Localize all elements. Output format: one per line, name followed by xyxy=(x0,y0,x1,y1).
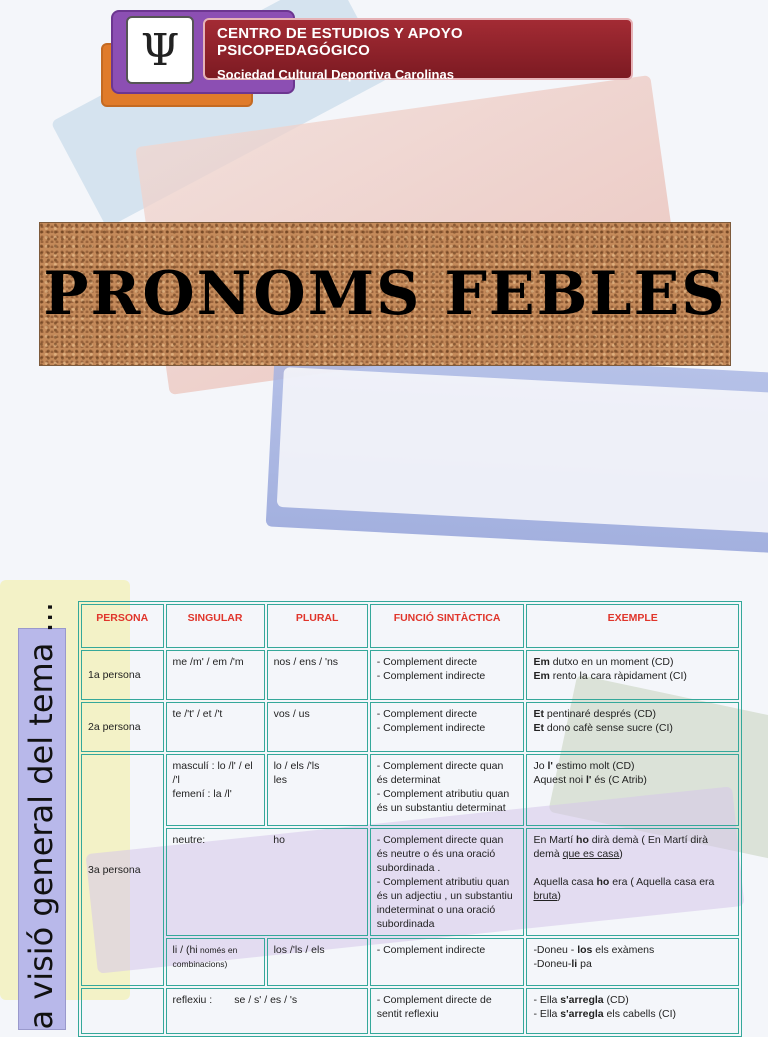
plural-cell: los /'ls / els xyxy=(267,938,368,986)
persona-cell xyxy=(81,988,164,1034)
exemple-cell: En Martí ho dirà demà ( En Martí dirà demà que es casa) Aquella casa ho era ( Aquella casa era bruta) xyxy=(526,828,739,936)
singular-cell: reflexiu : se / s' / es / 's xyxy=(166,988,368,1034)
persona-cell: 1a persona xyxy=(81,650,164,700)
exemple-cell: Et pentinaré després (CD) Et dono cafè sense sucre (CI) xyxy=(526,702,739,752)
page-title: PRONOMS FEBLES xyxy=(43,259,727,329)
table-row xyxy=(81,938,739,986)
header-banner xyxy=(203,18,633,80)
persona-cell: 2a persona xyxy=(81,702,164,752)
header-exemple: EXEMPLE xyxy=(526,604,739,648)
header-plural: PLURAL xyxy=(267,604,368,648)
exemple-cell: Em dutxo en un moment (CD) Em rento la cara ràpidament (CI) xyxy=(526,650,739,700)
center-name: CENTRO DE ESTUDIOS Y APOYO PSICOPEDAGÓGICO xyxy=(217,25,463,59)
table-row xyxy=(81,988,739,1034)
side-label-tab xyxy=(18,601,66,1030)
exemple-cell: - Ella s'arregla (CD) - Ella s'arregla els cabells (CI) xyxy=(526,988,739,1034)
plural-cell: vos / us xyxy=(267,702,368,752)
funcio-cell: - Complement directe - Complement indirecte xyxy=(370,702,525,752)
funcio-cell: - Complement directe - Complement indirecte xyxy=(370,650,525,700)
header-funcio: FUNCIÓ SINTÀCTICA xyxy=(370,604,525,648)
singular-cell: masculí : lo /l' / el /'l femení : la /l' xyxy=(166,754,265,826)
funcio-cell: - Complement directe quan és neutre o és una oració subordinada . - Complement atributiu quan és un adjectiu , un substantiu indeterminat o una oració subordinada xyxy=(370,828,525,936)
funcio-cell: - Complement indirecte xyxy=(370,938,525,986)
exemple-cell: -Doneu - los els exàmens -Doneu-li pa xyxy=(526,938,739,986)
pronouns-table xyxy=(78,601,742,1037)
singular-cell: li / (hi només en combinacions) xyxy=(166,938,265,986)
table-row xyxy=(81,828,739,936)
exemple-cell: Jo l' estimo molt (CD) Aquest noi l' és (C Atrib) xyxy=(526,754,739,826)
society-name: Sociedad Cultural Deportiva Carolinas xyxy=(217,67,454,82)
table-row xyxy=(81,702,739,752)
funcio-cell: - Complement directe de sentit reflexiu xyxy=(370,988,525,1034)
title-banner xyxy=(39,222,731,366)
side-label: a visió general del tema ... xyxy=(22,601,60,1029)
psi-logo-icon: Ψ xyxy=(126,16,194,84)
table-header-row xyxy=(81,604,739,648)
plural-cell: lo / els /'ls les xyxy=(267,754,368,826)
persona-cell: 3a persona xyxy=(81,754,164,986)
header-singular: SINGULAR xyxy=(166,604,265,648)
plural-cell: nos / ens / 'ns xyxy=(267,650,368,700)
singular-cell: te /'t' / et /'t xyxy=(166,702,265,752)
singular-cell: me /m' / em /'m xyxy=(166,650,265,700)
funcio-cell: - Complement directe quan és determinat - Complement atributiu quan és un substantiu determinat xyxy=(370,754,525,826)
table-row xyxy=(81,754,739,826)
table-row xyxy=(81,650,739,700)
header-persona: PERSONA xyxy=(81,604,164,648)
singular-cell: neutre: ho xyxy=(166,828,368,936)
